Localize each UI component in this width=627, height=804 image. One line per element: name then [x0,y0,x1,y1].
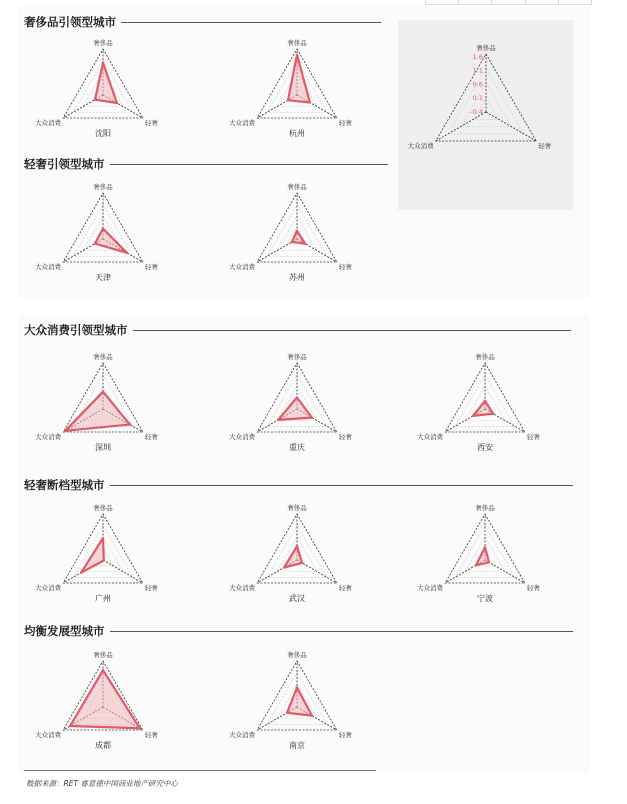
axis-label-mass: 大众消费 [229,584,256,592]
section-title: 大众消费引领型城市 [24,323,128,337]
axis-label-luxury: 奢侈品 [287,39,307,47]
axis-label-mass: 大众消费 [417,584,444,592]
radar-point-轻奢 [129,423,131,425]
radar-series-天津 [95,229,127,253]
axis-label-light-luxury: 轻奢 [338,263,352,271]
city-label: 宁波 [477,594,493,603]
radar-point-大众消费 [64,430,66,432]
axis-label-luxury: 奢侈品 [93,183,113,191]
city-label: 深圳 [95,443,111,452]
city-label: 武汉 [289,594,305,603]
radar-series-西安 [473,401,493,416]
axis-label-light-luxury: 轻奢 [144,119,158,127]
radar-point-大众消费 [472,415,474,417]
radar-point-奢侈品 [484,546,486,548]
radar-point-轻奢 [311,416,313,418]
axis-label-light-luxury: 轻奢 [338,119,352,127]
radar-point-奢侈品 [296,545,298,547]
axis-label-luxury: 奢侈品 [93,353,113,361]
section-rule [121,22,381,23]
radar-point-奢侈品 [296,54,298,56]
axis-label-luxury: 奢侈品 [93,651,113,659]
radar-point-轻奢 [116,102,118,104]
radar-series-宁波 [476,547,489,565]
axis-label-luxury: 奢侈品 [93,504,113,512]
radar-chart-chongqing [222,349,372,459]
axis-label-mass: 大众消费 [229,119,256,127]
radar-point-大众消费 [287,99,289,101]
source-rule [24,770,376,771]
axis-label-mass: 大众消费 [35,263,62,271]
section-title: 轻奢引领型城市 [24,157,105,171]
radar-point-奢侈品 [102,669,104,671]
radar-point-轻奢 [301,562,303,564]
radar-series-杭州 [288,55,310,103]
radar-series-武汉 [284,546,302,567]
legend-tick-label: 1.1 [472,66,483,75]
radar-point-奢侈品 [296,686,298,688]
radar-point-大众消费 [286,712,288,714]
axis-label-luxury: 奢侈品 [287,504,307,512]
radar-point-大众消费 [277,419,279,421]
radar-point-大众消费 [69,725,71,727]
radar-point-轻奢 [139,727,141,729]
radar-chart-wuhan [222,500,372,610]
axis-label-luxury: 奢侈品 [475,504,495,512]
radar-chart-ningbo [410,500,560,610]
section-header-mass [24,322,571,338]
axis-label-light-luxury: 轻奢 [338,584,352,592]
section-title: 奢侈品引领型城市 [24,15,116,29]
section-header-fault [24,477,573,493]
radar-chart-shenzhen [28,349,178,459]
axis-label-mass: 大众消费 [407,142,434,150]
radar-point-轻奢 [126,252,128,254]
axis-label-luxury: 奢侈品 [476,44,496,52]
radar-chart-tianjin [28,179,178,289]
radar-point-大众消费 [94,98,96,100]
radar-point-轻奢 [311,714,313,716]
radar-point-轻奢 [488,561,490,563]
city-label: 沈阳 [95,129,111,138]
radar-point-奢侈品 [102,537,104,539]
city-label: 苏州 [289,273,305,282]
axis-label-luxury: 奢侈品 [475,353,495,361]
radar-point-轻奢 [103,559,105,561]
radar-chart-xian [410,349,560,459]
axis-label-luxury: 奢侈品 [93,39,113,47]
city-label: 天津 [95,273,111,282]
axis-label-mass: 大众消费 [35,433,62,441]
section-header-balanced [24,623,573,639]
radar-point-奢侈品 [484,400,486,402]
radar-chart-hangzhou [222,35,372,145]
axis-label-mass: 大众消费 [229,433,256,441]
city-label: 南京 [289,741,305,750]
legend-tick-label: 0.1 [472,94,483,103]
radar-point-大众消费 [283,566,285,568]
city-label: 成都 [95,741,111,750]
radar-chart-suzhou [222,179,372,289]
axis-label-light-luxury: 轻奢 [144,433,158,441]
radar-point-大众消费 [291,241,293,243]
city-label: 重庆 [289,443,305,452]
section-title: 轻奢断档型城市 [24,478,105,492]
section-rule [110,631,573,632]
section-header-light [24,156,388,172]
radar-chart-guangzhou [28,500,178,610]
axis-label-light-luxury: 轻奢 [338,433,352,441]
radar-point-奢侈品 [296,396,298,398]
radar-point-轻奢 [309,101,311,103]
radar-chart-shenyang [28,35,178,145]
source-note: 数据来源：RET 睿意德中国商业地产研究中心 [26,779,178,788]
axis-label-light-luxury: 轻奢 [338,731,352,739]
radar-point-大众消费 [94,242,96,244]
section-rule [133,330,571,331]
axis-label-mass: 大众消费 [35,584,62,592]
axis-label-light-luxury: 轻奢 [144,584,158,592]
radar-chart-chengdu [28,647,178,757]
legend-tick-label: 0.6 [472,80,483,89]
section-rule [110,485,573,486]
section-header-luxury [24,14,381,30]
axis-label-mass: 大众消费 [229,263,256,271]
radar-series-成都 [70,670,140,728]
axis-label-mass: 大众消费 [229,731,256,739]
radar-point-奢侈品 [102,391,104,393]
axis-label-mass: 大众消费 [35,731,62,739]
axis-label-luxury: 奢侈品 [287,651,307,659]
axis-label-light-luxury: 轻奢 [526,433,540,441]
axis-label-luxury: 奢侈品 [287,353,307,361]
radar-axis-line [436,112,486,141]
radar-series-重庆 [278,398,312,420]
radar-point-轻奢 [492,412,494,414]
section-title: 均衡发展型城市 [24,624,105,638]
radar-point-大众消费 [80,572,82,574]
axis-label-mass: 大众消费 [35,119,62,127]
city-label: 西安 [477,443,493,452]
axis-label-mass: 大众消费 [417,433,444,441]
city-label: 杭州 [289,129,305,138]
legend-tick-label: 1.6 [472,52,483,61]
axis-label-light-luxury: 轻奢 [144,731,158,739]
radar-point-奢侈品 [102,227,104,229]
axis-label-light-luxury: 轻奢 [144,263,158,271]
top-tab-strip [425,0,592,5]
radar-point-奢侈品 [102,62,104,64]
axis-label-light-luxury: 轻奢 [538,142,552,150]
axis-label-light-luxury: 轻奢 [526,584,540,592]
legend-radar [406,44,566,172]
radar-chart-nanjing [222,647,372,757]
radar-point-奢侈品 [296,230,298,232]
radar-point-轻奢 [304,242,306,244]
city-label: 广州 [95,594,111,603]
legend-tick-label: -0.4 [470,108,483,116]
axis-label-luxury: 奢侈品 [287,183,307,191]
section-rule [110,164,388,165]
radar-point-大众消费 [475,564,477,566]
